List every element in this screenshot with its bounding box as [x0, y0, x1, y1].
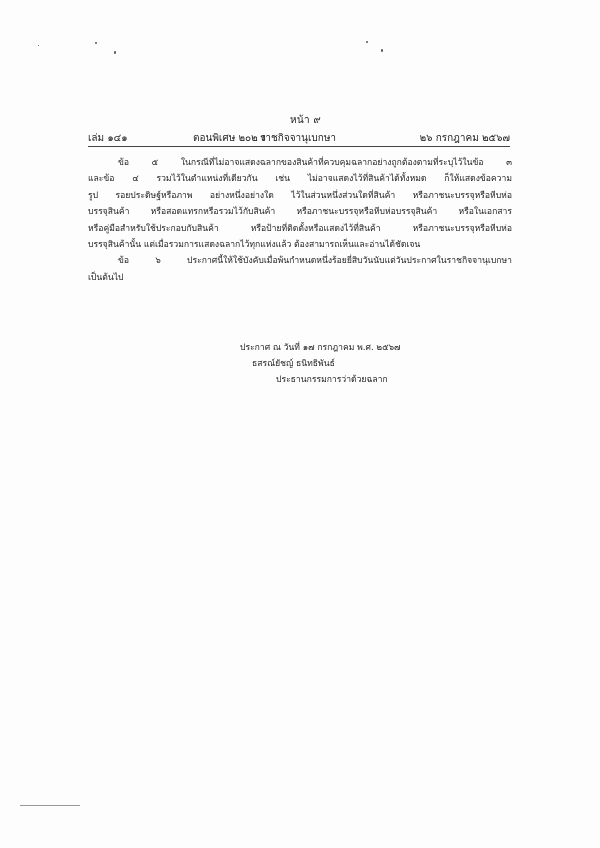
clause-5-line: บรรจุสินค้า หรือสอดแทรกหรือรวมไว้กับสินค้า หรือภาชนะบรรจุหรือหีบห่อบรรจุสินค้า หรือในเอกสาร: [88, 207, 512, 218]
clause-5-line: บรรจุสินค้านั้น แต่เมื่อรวมการแสดงฉลากไว้ทุกแห่งแล้ว ต้องสามารถเห็นและอ่านได้ชัดเจน: [88, 240, 421, 251]
announcement-date: ประกาศ ณ วันที่ ๑๗ กรกฎาคม พ.ศ. ๒๕๖๗: [240, 343, 401, 353]
footer-mark: [20, 805, 80, 806]
announcement-body: [88, 155, 512, 286]
running-header: [88, 131, 510, 145]
issue-date: ๒๖ กรกฎาคม ๒๕๖๗: [419, 133, 510, 144]
gazette-title: ราชกิจจานุเบกษา: [260, 133, 337, 144]
header-divider: [88, 146, 510, 147]
section-number: ตอนพิเศษ ๒๐๒ ง: [193, 133, 266, 144]
clause-5-line: ข้อ ๕ ในกรณีที่ไม่อาจแสดงฉลากของสินค้าที่ควบคุมฉลากอย่างถูกต้องตามที่ระบุไว้ในข้อ ๓: [118, 158, 512, 168]
signature-block: [240, 340, 401, 388]
clause-5-line: รูป รอยประดิษฐ์หรือภาพ อย่างหนึ่งอย่างใด ไว้ในส่วนหนึ่งส่วนใดที่สินค้า หรือภาชนะบรรจุหรือหีบห่อ: [88, 190, 512, 201]
scan-speck: [38, 45, 39, 46]
scan-speck: [366, 41, 368, 43]
scan-speck: [114, 51, 116, 54]
scan-speck: [381, 49, 383, 52]
clause-5-line: หรือคู่มือสำหรับใช้ประกอบกับสินค้า หรือป้ายที่ติดตั้งหรือแสดงไว้ที่สินค้า หรือภาชนะบรรจุหรือหีบห่อ: [88, 223, 512, 234]
clause-6-line: เป็นต้นไป: [88, 272, 124, 283]
signatory-title: ประธานกรรมการว่าด้วยฉลาก: [276, 375, 388, 385]
scan-speck: [95, 42, 97, 44]
clause-6-line: ข้อ ๖ ประกาศนี้ให้ใช้บังคับเมื่อพ้นกำหนดหนึ่งร้อยยี่สิบวันนับแต่วันประกาศในราชกิจจานุเบกษา: [118, 256, 512, 267]
signatory-name: ธสรณ์ยัชญ์ ธนิทธิพันธ์: [252, 359, 335, 369]
page-number: หน้า ๙: [290, 115, 322, 126]
clause-5-line: และข้อ ๔ รวมไว้ในตำแหน่งที่เดียวกัน เช่น ไม่อาจแสดงไว้ที่สินค้าได้ทั้งหมด ก็ให้แสดงข้อความ: [88, 174, 512, 185]
volume-number: เล่ม ๑๔๑: [88, 133, 128, 144]
